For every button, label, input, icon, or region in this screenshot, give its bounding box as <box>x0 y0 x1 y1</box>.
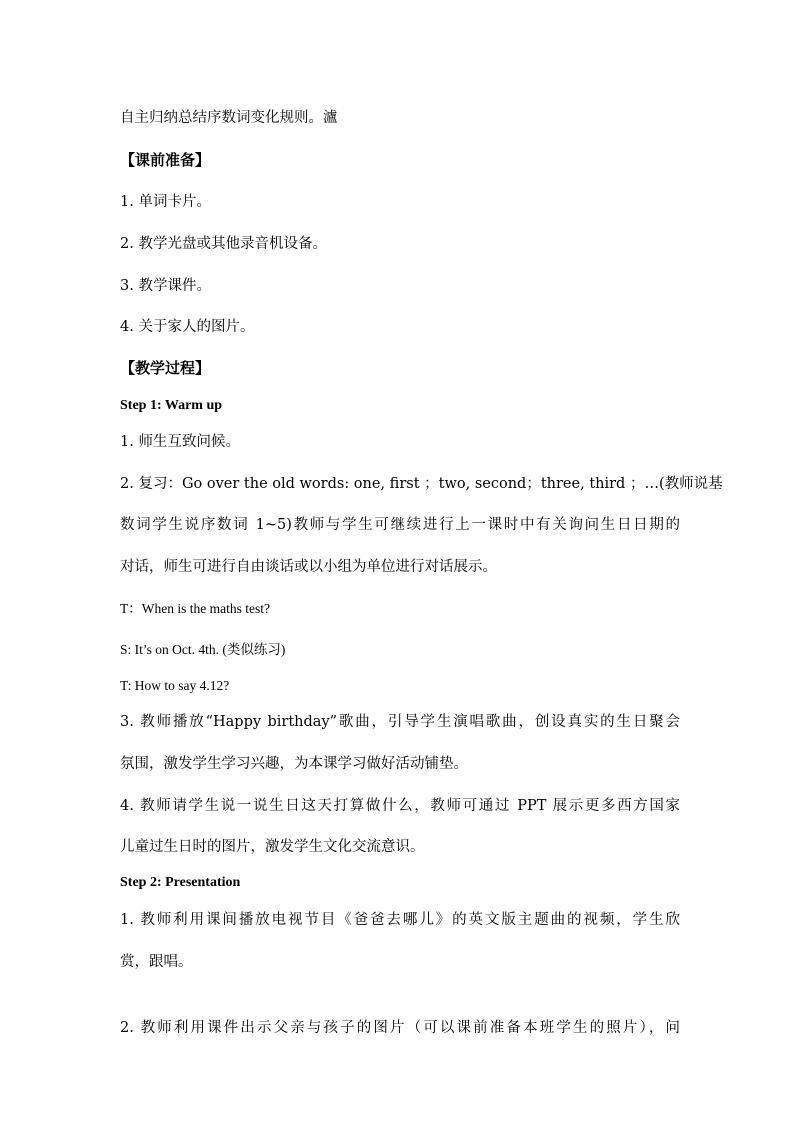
step2-item-1-line-2: 赏，跟唱。 <box>120 954 193 970</box>
step2-item-1-line-1: 1. 教师利用课间播放电视节目《爸爸去哪儿》的英文版主题曲的视频，学生欣 <box>120 912 680 928</box>
step1-item-1: 1. 师生互致问候。 <box>120 434 240 450</box>
dialogue-teacher-2: T: How to say 4.12? <box>120 678 230 693</box>
step1-item-2-line-2: 数词学生说序数词 1~5)教师与学生可继续进行上一课时中有关询问生日日期的 <box>120 517 680 533</box>
step-1-heading: Step 1: Warm up <box>120 398 223 413</box>
step-2-heading: Step 2: Presentation <box>120 875 241 890</box>
prep-item-1: 1. 单词卡片。 <box>120 194 211 210</box>
prep-item-2: 2. 教学光盘或其他录音机设备。 <box>120 236 327 252</box>
step1-item-4-line-2: 儿童过生日时的图片，激发学生文化交流意识。 <box>120 839 425 855</box>
summary-line: 自主归纳总结序数词变化规则。瀘 <box>120 110 338 126</box>
step1-item-3-line-1: 3. 教师播放“Happy birthday”歌曲，引导学生演唱歌曲，创设真实的生日聚会 <box>120 714 680 730</box>
prep-item-3: 3. 教学课件。 <box>120 278 211 294</box>
step1-item-3-line-2: 氛围，激发学生学习兴趣，为本课学习做好活动铺垫。 <box>120 756 468 772</box>
prep-item-4: 4. 关于家人的图片。 <box>120 319 255 335</box>
step1-item-2-line-3: 对话，师生可进行自由谈话或以小组为单位进行对话展示。 <box>120 559 497 575</box>
section-heading-process: 【教学过程】 <box>120 359 211 377</box>
step1-item-2-line-1: 2. 复习：Go over the old words: one, first ；two, second；three, third ；…(教师说基 <box>120 476 723 492</box>
dialogue-student-1: S: It’s on Oct. 4th. (类似练习) <box>120 642 286 657</box>
step1-item-4-line-1: 4. 教师请学生说一说生日这天打算做什么，教师可通过 PPT 展示更多西方国家 <box>120 798 680 814</box>
dialogue-teacher-1: T：When is the maths test? <box>120 601 270 616</box>
section-heading-preparation: 【课前准备】 <box>120 151 211 169</box>
step2-item-2-line-1: 2. 教师利用课件出示父亲与孩子的图片（可以课前准备本班学生的照片），问 <box>120 1020 680 1036</box>
